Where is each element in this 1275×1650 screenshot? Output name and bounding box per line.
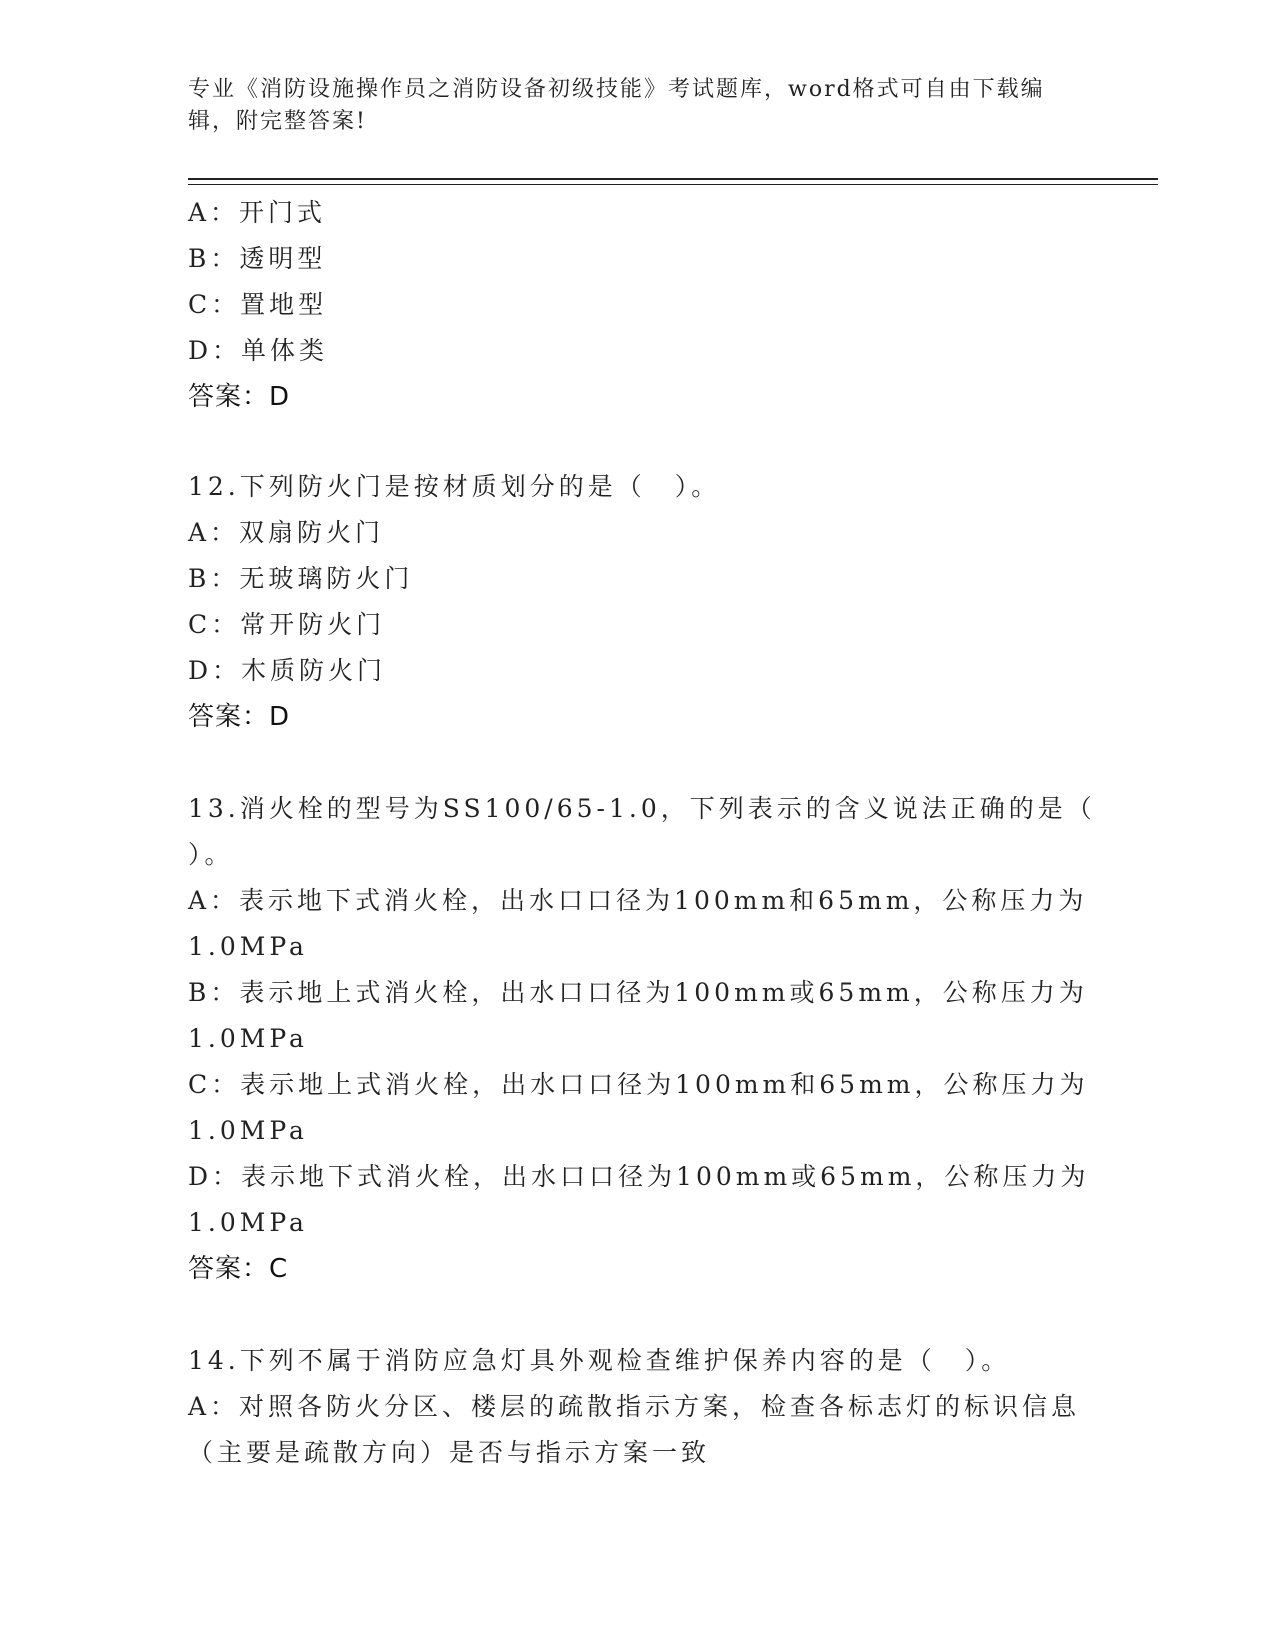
option-c: C：置地型 — [188, 290, 328, 319]
answer-label: 答案：C — [188, 1254, 289, 1284]
option-c: C：常开防火门 — [188, 610, 386, 639]
option-d: D：木质防火门 — [188, 656, 387, 685]
option-b-cont: 1.0MPa — [188, 1024, 308, 1053]
question-13 — [188, 786, 1096, 1292]
question-12 — [188, 464, 1088, 740]
option-a: A：表示地下式消火栓，出水口口径为100mm和65mm，公称压力为 — [188, 886, 1088, 915]
option-b: B：表示地上式消火栓，出水口口径为100mm或65mm，公称压力为 — [188, 978, 1088, 1007]
spacer — [188, 1292, 1088, 1338]
question-11 — [188, 190, 1088, 420]
answer-label: 答案：D — [188, 382, 291, 412]
answer-label: 答案：D — [188, 702, 291, 732]
option-b: B：透明型 — [188, 244, 327, 273]
option-a-cont: （主要是疏散方向）是否与指示方案一致 — [188, 1438, 711, 1467]
spacer — [188, 740, 1088, 786]
option-d: D：表示地下式消火栓，出水口口径为100mm或65mm，公称压力为 — [188, 1162, 1090, 1191]
option-c-cont: 1.0MPa — [188, 1116, 308, 1145]
question-stem: 12.下列防火门是按材质划分的是（ ）。 — [188, 472, 721, 501]
question-14 — [188, 1338, 1088, 1476]
option-c: C：表示地上式消火栓，出水口口径为100mm和65mm，公称压力为 — [188, 1070, 1089, 1099]
question-stem: 13.消火栓的型号为SS100/65-1.0，下列表示的含义说法正确的是（ — [188, 794, 1096, 823]
question-stem-cont: ）。 — [188, 840, 234, 869]
spacer — [188, 420, 1088, 464]
option-a-cont: 1.0MPa — [188, 932, 308, 961]
question-stem: 14.下列不属于消防应急灯具外观检查维护保养内容的是（ ）。 — [188, 1346, 1011, 1375]
question-content — [188, 190, 1096, 1476]
option-a: A：双扇防火门 — [188, 518, 385, 547]
option-d-cont: 1.0MPa — [188, 1208, 308, 1237]
document-header — [188, 74, 1068, 138]
header-line-1: 专业《消防设施操作员之消防设备初级技能》考试题库，word格式可自由下载编 — [188, 77, 1045, 102]
option-a: A：开门式 — [188, 198, 327, 227]
header-rule-thin — [188, 184, 1158, 185]
option-b: B：无玻璃防火门 — [188, 564, 414, 593]
header-rule-thick — [188, 178, 1158, 180]
option-a: A：对照各防火分区、楼层的疏散指示方案，检查各标志灯的标识信息 — [188, 1392, 1081, 1421]
option-d: D：单体类 — [188, 336, 329, 365]
header-line-2: 辑，附完整答案! — [188, 109, 367, 134]
